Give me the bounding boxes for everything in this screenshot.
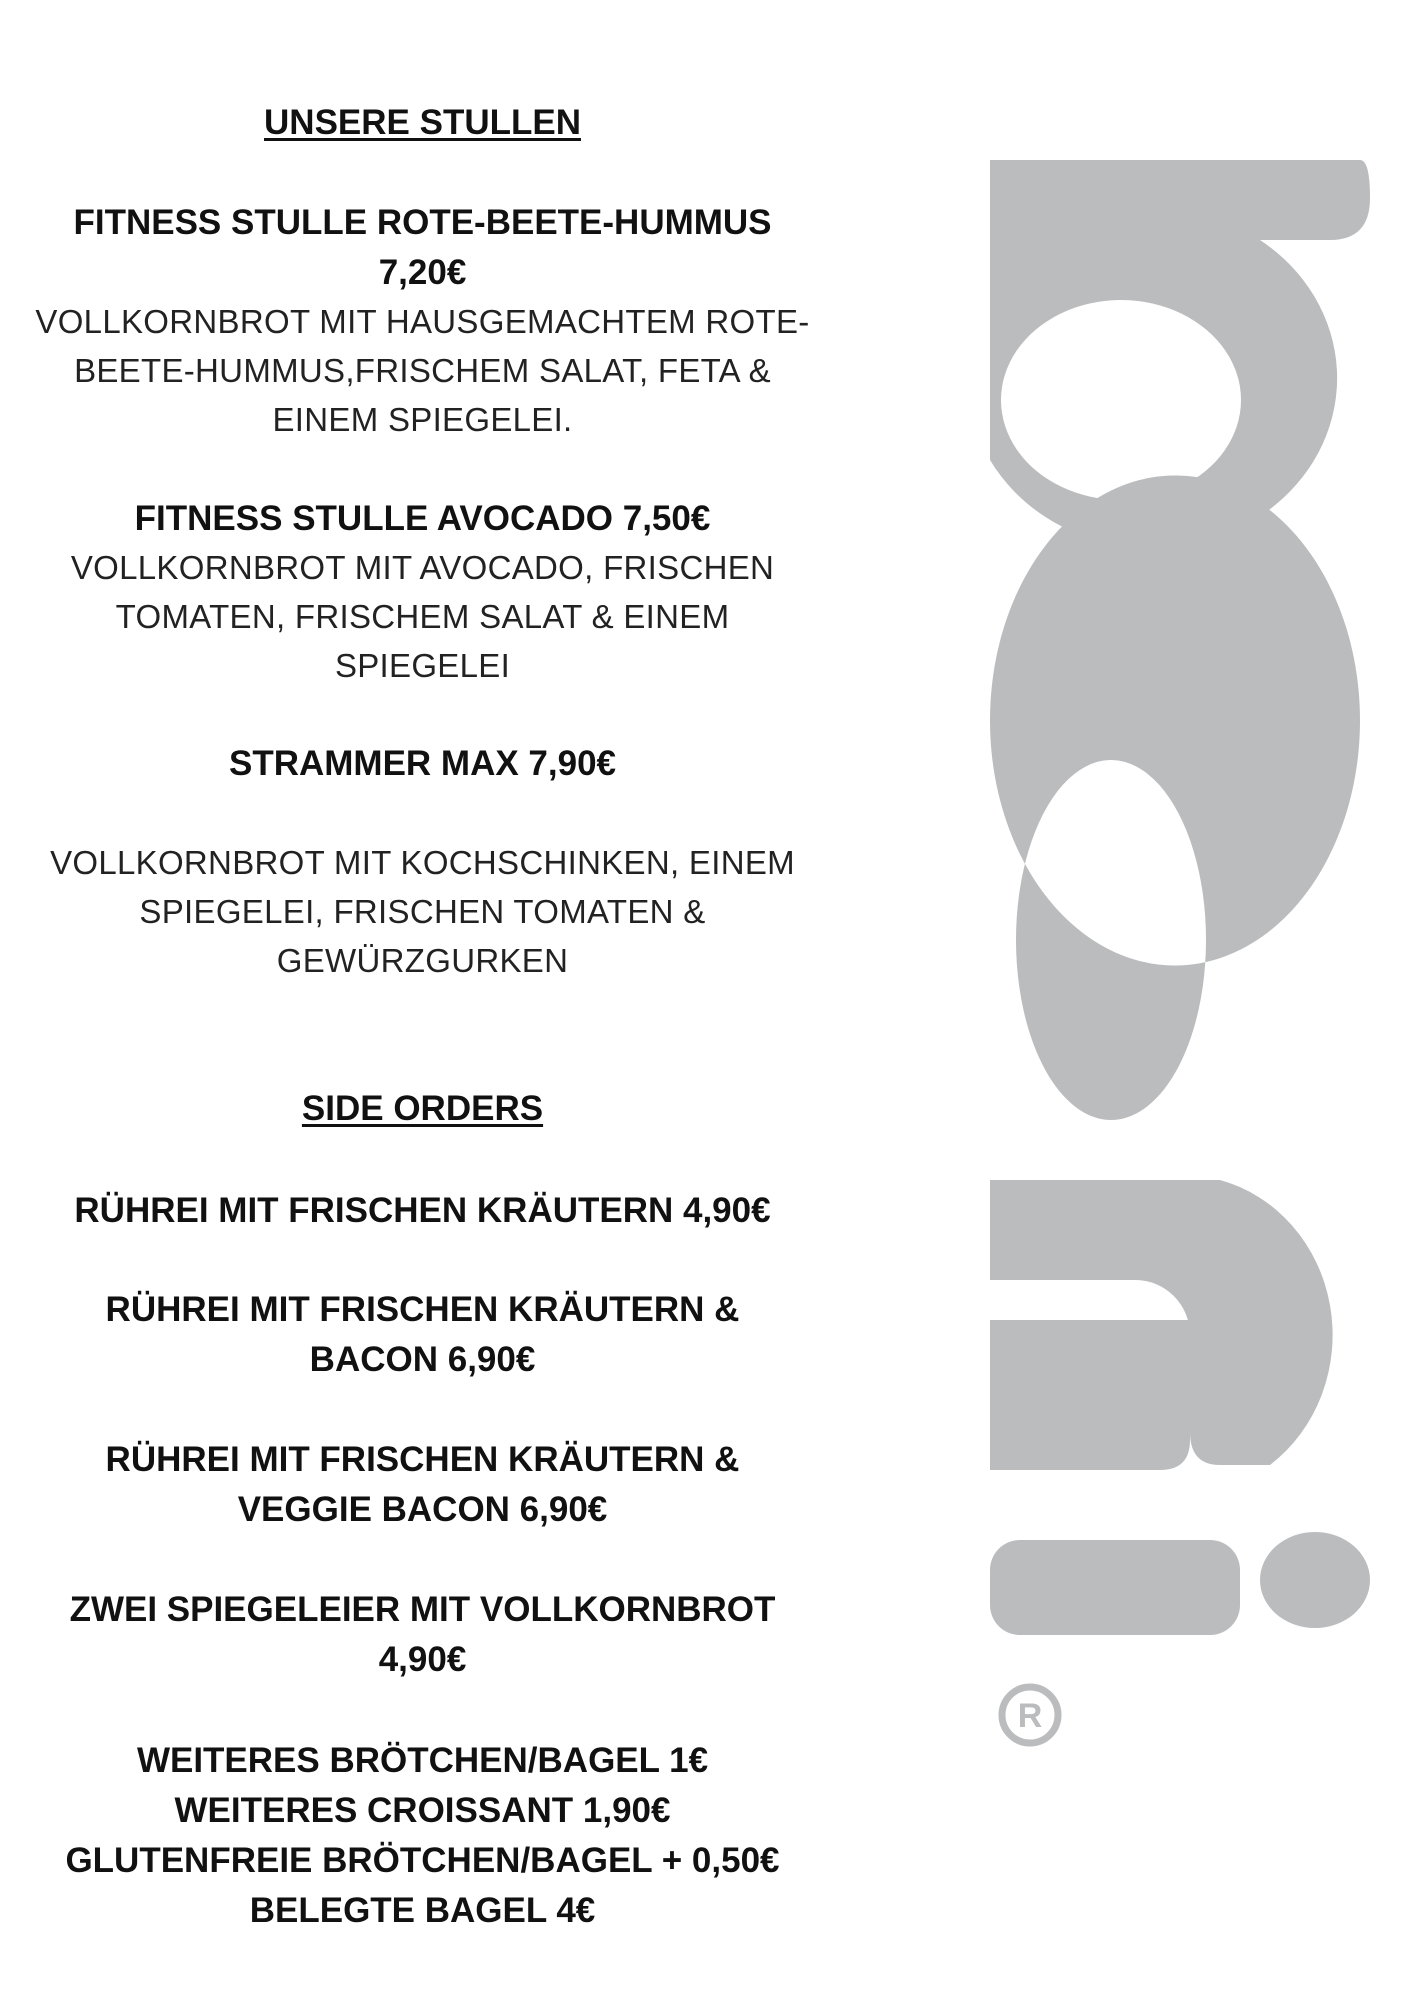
item-description: SPIEGELEI, FRISCHEN TOMATEN &	[139, 893, 706, 930]
section-heading-sides: SIDE ORDERS	[301, 1089, 544, 1128]
item-title: FITNESS STULLE AVOCADO 7,50€	[134, 499, 711, 538]
item-description: EINEM SPIEGELEI.	[272, 401, 573, 438]
side-item-title: RÜHREI MIT FRISCHEN KRÄUTERN 4,90€	[74, 1191, 771, 1230]
item-description: VOLLKORNBROT MIT KOCHSCHINKEN, EINEM	[50, 844, 795, 881]
side-item-title: BACON 6,90€	[309, 1340, 536, 1379]
item-description: BEETE-HUMMUS,FRISCHEM SALAT, FETA &	[74, 352, 771, 389]
extra-item: BELEGTE BAGEL 4€	[249, 1891, 596, 1930]
logo-letter-i-dot	[1260, 1532, 1370, 1628]
extra-item: WEITERES CROISSANT 1,90€	[174, 1791, 671, 1830]
item-description: VOLLKORNBROT MIT HAUSGEMACHTEM ROTE-	[35, 303, 810, 340]
svg-text:R: R	[1017, 1697, 1043, 1735]
logo-letter-o	[990, 476, 1360, 1120]
logo-letter-i	[990, 1540, 1240, 1635]
side-item-title: RÜHREI MIT FRISCHEN KRÄUTERN &	[105, 1290, 740, 1329]
side-item-title: ZWEI SPIEGELEIER MIT VOLLKORNBROT	[69, 1590, 776, 1629]
extra-item: GLUTENFREIE BRÖTCHEN/BAGEL + 0,50€	[65, 1841, 780, 1880]
item-title: STRAMMER MAX 7,90€	[228, 744, 617, 783]
side-item-title: RÜHREI MIT FRISCHEN KRÄUTERN &	[105, 1440, 740, 1479]
item-description: SPIEGELEI	[334, 647, 511, 684]
section-heading-stullen: UNSERE STULLEN	[264, 103, 581, 142]
item-price: 7,20€	[378, 253, 467, 292]
registered-mark	[1002, 1687, 1058, 1743]
item-description: GEWÜRZGURKEN	[276, 942, 569, 979]
logo-letter-n	[990, 1180, 1333, 1470]
side-item-title: 4,90€	[378, 1640, 467, 1679]
item-description: VOLLKORNBROT MIT AVOCADO, FRISCHEN	[70, 549, 775, 586]
boni-logo	[960, 160, 1380, 1780]
side-item-title: VEGGIE BACON 6,90€	[237, 1490, 608, 1529]
extra-item: WEITERES BRÖTCHEN/BAGEL 1€	[136, 1741, 709, 1780]
item-title: FITNESS STULLE ROTE-BEETE-HUMMUS	[73, 203, 772, 242]
item-description: TOMATEN, FRISCHEM SALAT & EINEM	[115, 598, 730, 635]
